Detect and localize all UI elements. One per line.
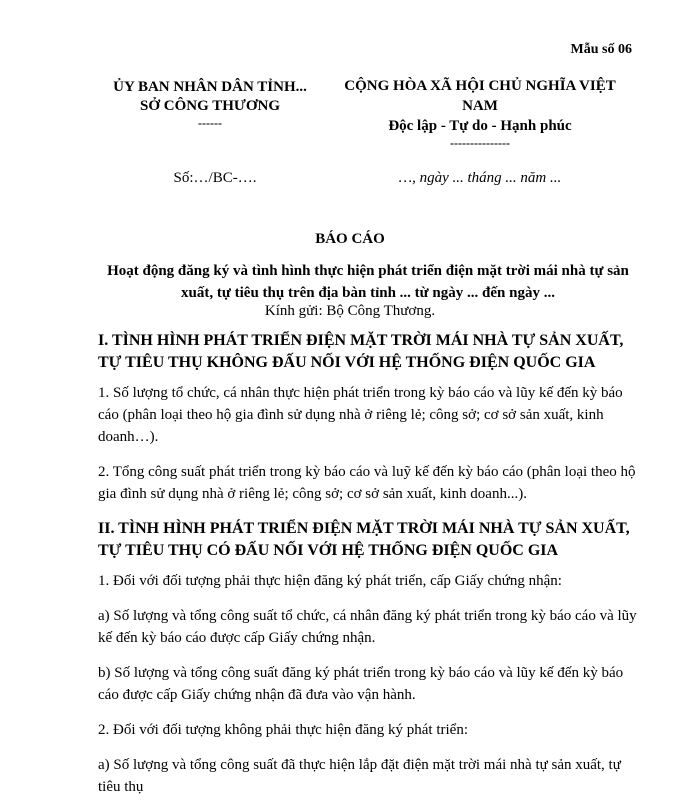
republic-block [325, 76, 635, 150]
section-1-heading: I. TÌNH HÌNH PHÁT TRIỂN ĐIỆN MẶT TRỜI MÁI NHÀ TỰ SẢN XUẤT, TỰ TIÊU THỤ KHÔNG ĐẤU NỐI VỚI HỆ THỐNG ĐIỆN QUỐC GIA [98, 332, 624, 371]
section-1-paragraph: 2. Tổng công suất phát triển trong kỳ báo cáo và luỹ kế đến kỳ báo cáo (phân loại theo hộ gia đình sử dụng nhà ở riêng lẻ; công sở; cơ sở sản xuất, kinh doanh...). [98, 464, 636, 502]
section-2-paragraph: a) Số lượng và tổng công suất tổ chức, cá nhân đăng ký phát triển trong kỳ báo cáo và lũy kế đến kỳ báo cáo được cấp Giấy chứng nhận. [98, 608, 637, 646]
agency-name: ỦY BAN NHÂN DÂN TỈNH... [113, 79, 307, 95]
section-2-paragraph: 2. Đối với đối tượng không phải thực hiện đăng ký phát triển: [98, 722, 468, 738]
section-2-paragraph: b) Số lượng và tổng công suất đăng ký phát triển trong kỳ báo cáo và lũy kế đến kỳ báo cáo được cấp Giấy chứng nhận đã đưa vào vận hành. [98, 665, 624, 703]
section-2-heading: II. TÌNH HÌNH PHÁT TRIỂN ĐIỆN MẶT TRỜI MÁI NHÀ TỰ SẢN XUẤT, TỰ TIÊU THỤ CÓ ĐẤU NỐI VỚI HỆ THỐNG ĐIỆN QUỐC GIA [98, 520, 630, 559]
agency-block [100, 78, 320, 130]
report-subtitle: Hoạt động đăng ký và tình hình thực hiện phát triển điện mặt trời mái nhà tự sản xuất, tự tiêu thụ trên địa bàn tỉnh ... từ ngày ... đến ngày ... [107, 263, 629, 301]
motto: Độc lập - Tự do - Hạnh phúc [388, 118, 572, 134]
department-name: SỞ CÔNG THƯƠNG [139, 98, 281, 114]
form-number: Mẫu số 06 [570, 42, 632, 57]
section-2-paragraph: a) Số lượng và tổng công suất đã thực hiện lắp đặt điện mặt trời mái nhà tự sản xuất, tự tiêu thụ [98, 757, 621, 795]
section-1-paragraph: 1. Số lượng tổ chức, cá nhân thực hiện phát triển trong kỳ báo cáo và lũy kế đến kỳ báo cáo (phân loại theo hộ gia đình sử dụng nhà ở riêng lẻ; công sở; cơ sở sản xuất, kinh doanh…). [98, 385, 623, 445]
date-line: …, ngày ... tháng ... năm ... [398, 170, 562, 186]
report-body [98, 330, 638, 811]
recipient-line: Kính gửi: Bộ Công Thương. [264, 303, 436, 319]
motto-divider: --------------- [450, 136, 510, 150]
republic-name: CỘNG HÒA XÃ HỘI CHỦ NGHĨA VIỆT NAM [344, 78, 616, 114]
section-2-paragraph: 1. Đối với đối tượng phải thực hiện đăng ký phát triển, cấp Giấy chứng nhận: [98, 573, 562, 589]
report-title: BÁO CÁO [315, 231, 385, 247]
document-number: Số:…/BC-…. [173, 170, 257, 186]
agency-divider: ------ [198, 116, 222, 130]
